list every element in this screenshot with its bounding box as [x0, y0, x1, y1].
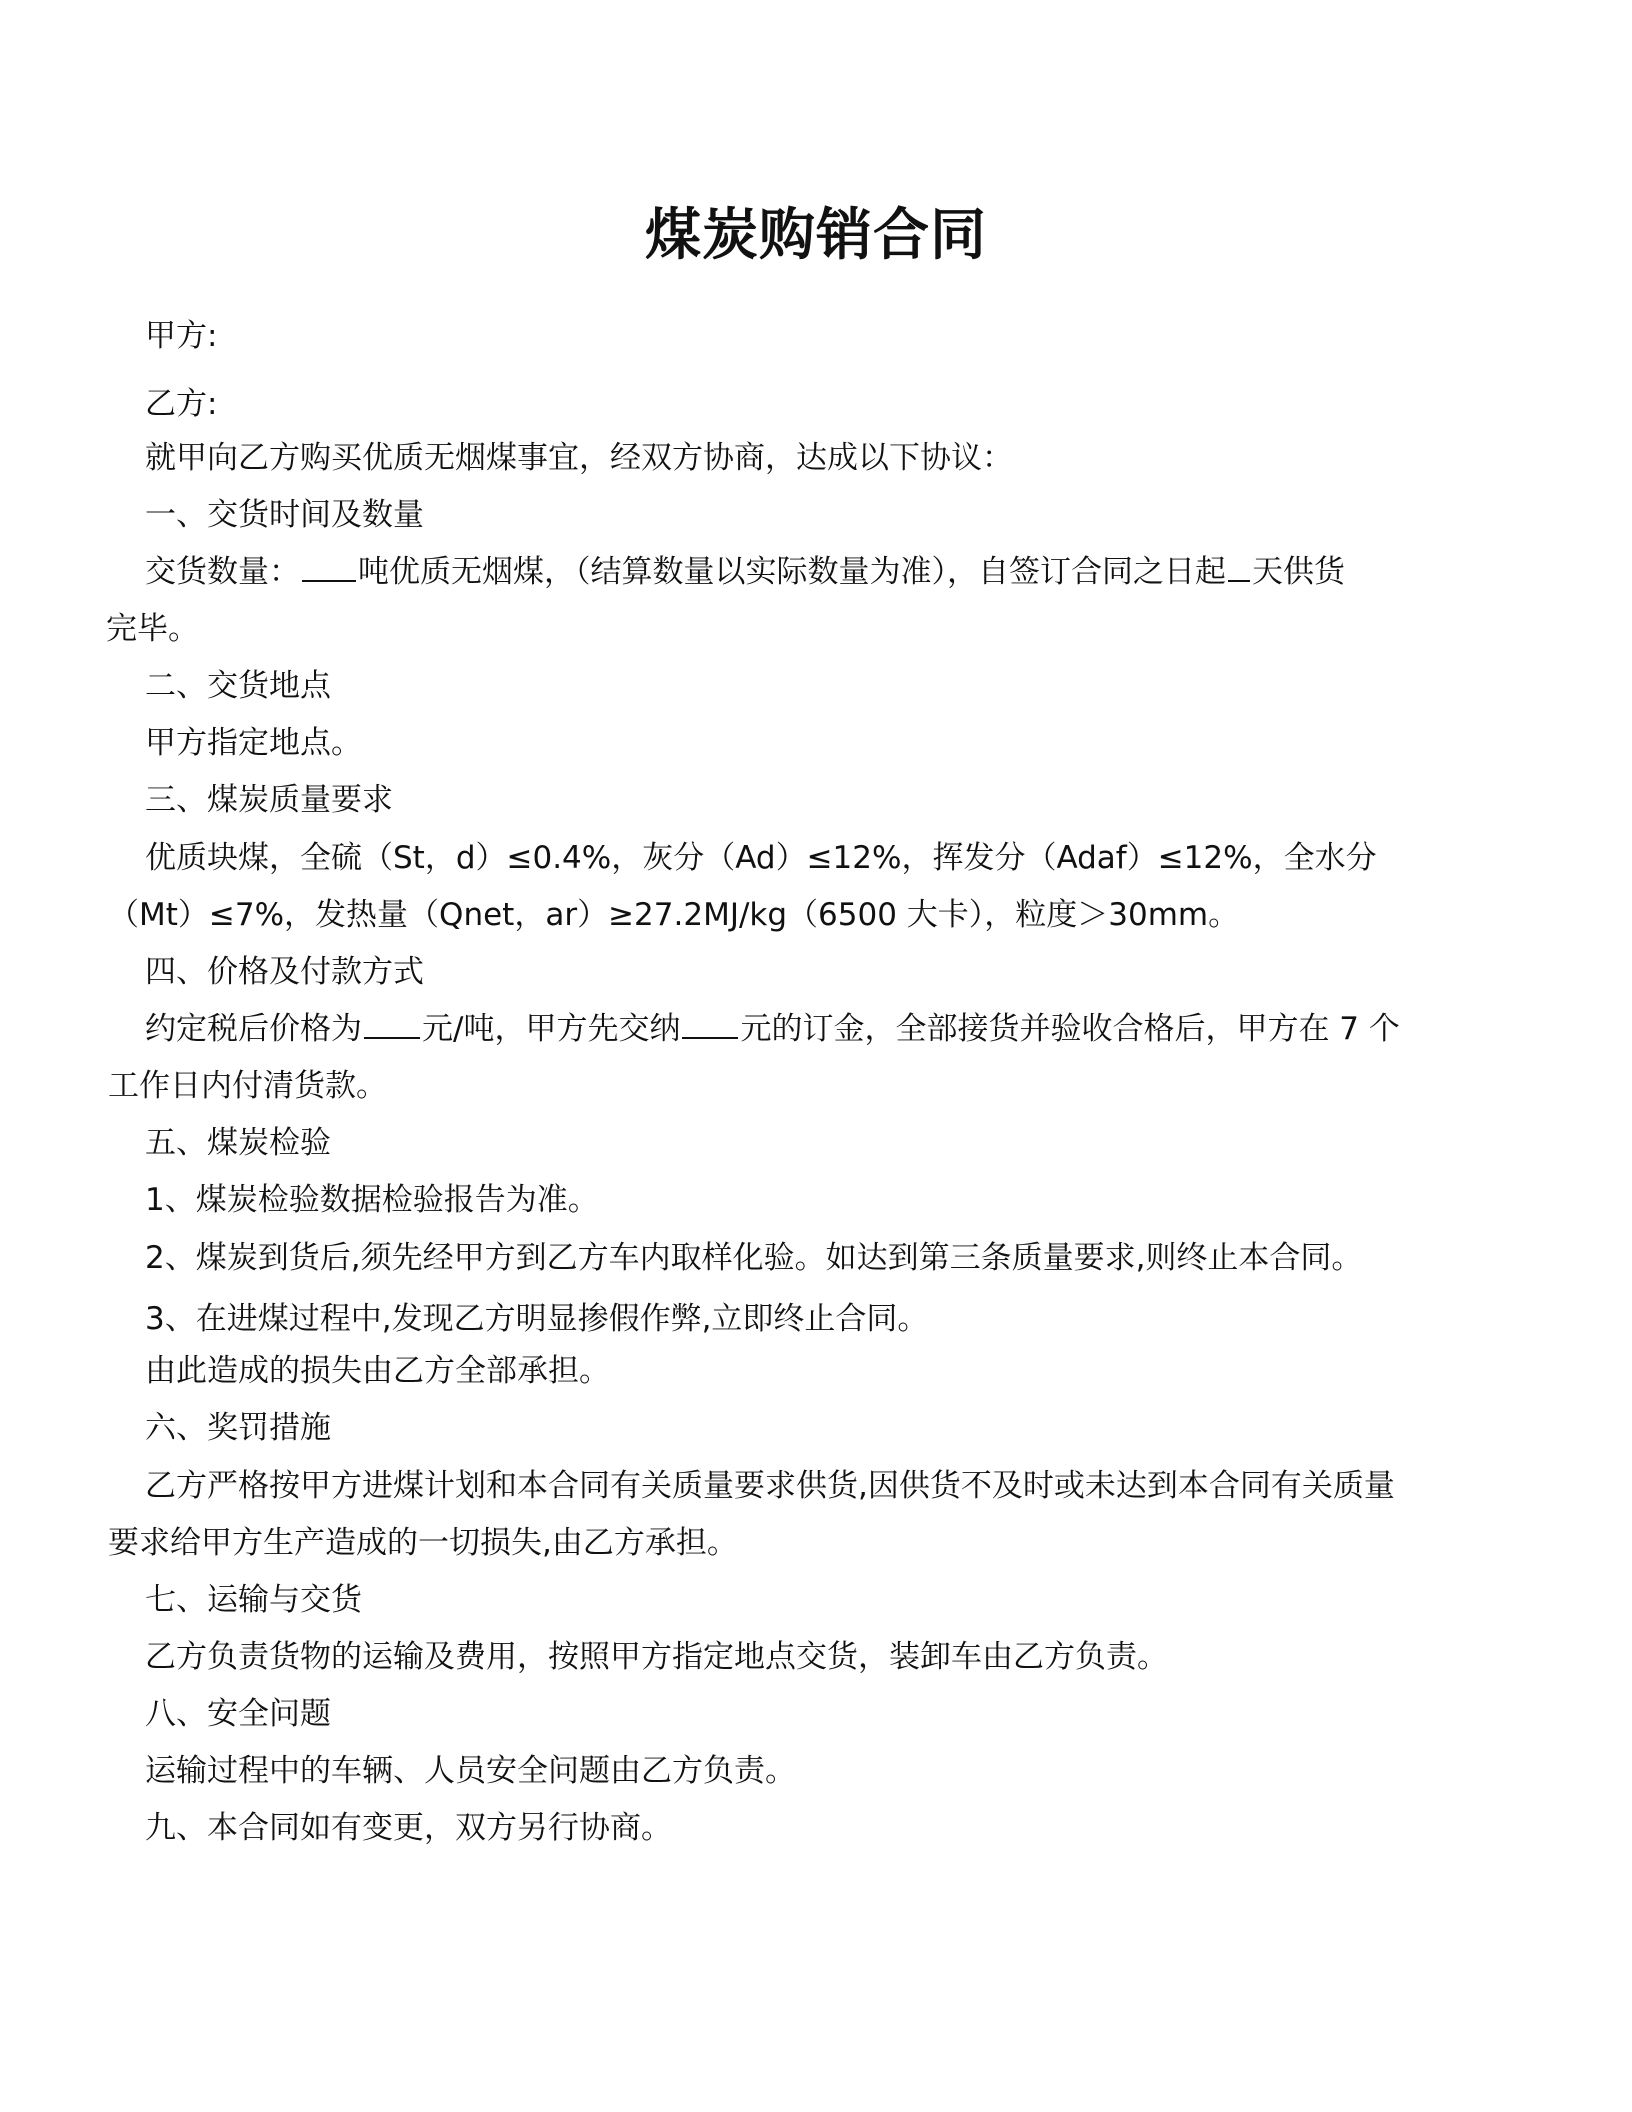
section-5-item-4: 由此造成的损失由乙方全部承担。: [145, 1353, 610, 1389]
section-8-heading: 八、安全问题: [145, 1696, 331, 1732]
section-1-line-1: [145, 550, 1485, 594]
section-4-line-2: 工作日内付清货款。: [108, 1068, 387, 1104]
section-7-heading: 七、运输与交货: [145, 1582, 362, 1618]
section-6-heading: 六、奖罚措施: [145, 1410, 331, 1446]
section-6-line-1: 乙方严格按甲方进煤计划和本合同有关质量要求供货,因供货不及时或未达到本合同有关质量: [145, 1468, 1395, 1504]
section-4-heading: 四、价格及付款方式: [145, 954, 424, 990]
party-b-label: 乙方:: [145, 386, 218, 422]
section-5-item-2: 2、煤炭到货后,须先经甲方到乙方车内取样化验。如达到第三条质量要求,则终止本合同。: [145, 1240, 1363, 1276]
price-blank: [364, 1007, 420, 1039]
section-4-text-a: 约定税后价格为: [145, 1011, 362, 1047]
section-6-line-2: 要求给甲方生产造成的一切损失,由乙方承担。: [108, 1525, 738, 1561]
section-1-text-a: 交货数量：: [145, 554, 300, 590]
section-7-body: 乙方负责货物的运输及费用，按照甲方指定地点交货，装卸车由乙方负责。: [145, 1639, 1168, 1675]
section-3-line-1: 优质块煤，全硫（St，d）≤0.4%，灰分（Ad）≤12%，挥发分（Adaf）≤12%，全水分: [145, 840, 1377, 876]
section-1-text-d: 完毕。: [106, 611, 199, 647]
intro-paragraph: 就甲向乙方购买优质无烟煤事宜，经双方协商，达成以下协议：: [145, 440, 1013, 476]
quantity-blank: [302, 550, 356, 582]
section-3-heading: 三、煤炭质量要求: [145, 782, 393, 818]
section-9-heading: 九、本合同如有变更，双方另行协商。: [145, 1810, 672, 1846]
section-5-heading: 五、煤炭检验: [145, 1125, 331, 1161]
section-3-line-2: （Mt）≤7%，发热量（Qnet，ar）≥27.2MJ/kg（6500 大卡），粒度＞30mm。: [108, 897, 1240, 933]
section-8-body: 运输过程中的车辆、人员安全问题由乙方负责。: [145, 1753, 796, 1789]
days-blank: [1228, 550, 1250, 582]
section-1-text-c: 天供货: [1252, 554, 1345, 590]
document-title: 煤炭购销合同: [645, 203, 987, 268]
section-1-heading: 一、交货时间及数量: [145, 497, 424, 533]
section-4-text-c: 元的订金，全部接货并验收合格后，甲方在 7 个: [740, 1011, 1400, 1047]
section-1-line-2: [108, 607, 1448, 651]
section-1-text-b: 吨优质无烟煤，（结算数量以实际数量为准），自签订合同之日起: [358, 554, 1226, 590]
section-4-line-1: [145, 1007, 1485, 1051]
section-5-item-1: 1、煤炭检验数据检验报告为准。: [145, 1182, 599, 1218]
section-2-body: 甲方指定地点。: [145, 725, 362, 761]
section-5-item-3: 3、在进煤过程中,发现乙方明显掺假作弊,立即终止合同。: [145, 1301, 929, 1337]
section-4-text-b: 元/吨，甲方先交纳: [422, 1011, 681, 1047]
party-a-label: 甲方:: [145, 318, 218, 354]
deposit-blank: [682, 1007, 738, 1039]
section-2-heading: 二、交货地点: [145, 668, 331, 704]
